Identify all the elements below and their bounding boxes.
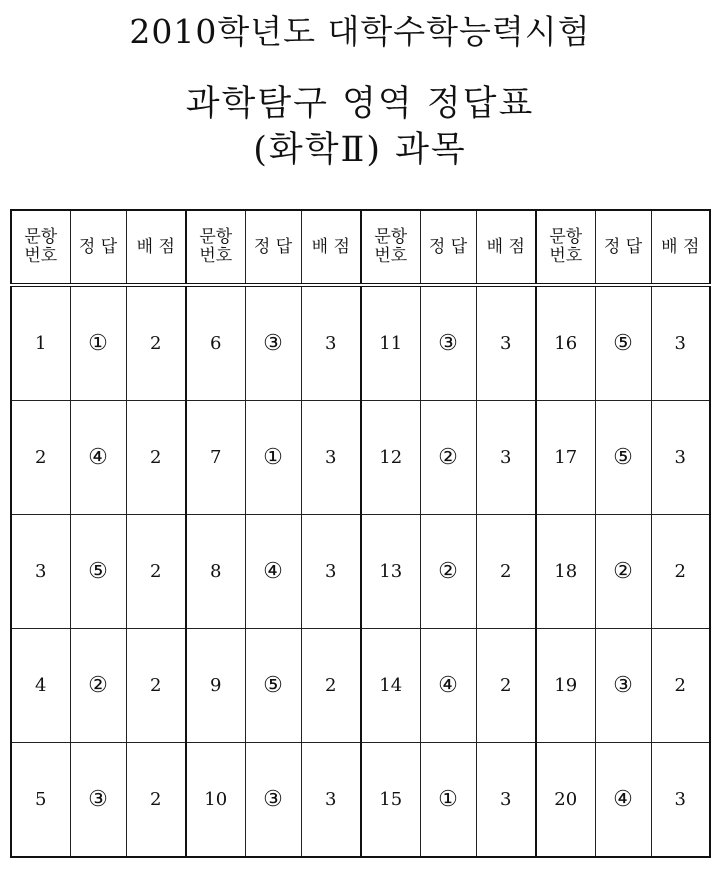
- header-question-number: [361, 210, 420, 285]
- header-question-number-line2: 번호: [549, 246, 583, 266]
- question-number-cell: 17: [536, 401, 595, 515]
- answer-cell: ②: [70, 629, 126, 743]
- answer-cell: ③: [70, 743, 126, 858]
- question-number-cell: 12: [361, 401, 420, 515]
- answer-cell: ①: [245, 401, 301, 515]
- answer-cell: ⑤: [70, 515, 126, 629]
- score-cell: 2: [651, 629, 710, 743]
- answer-cell: ③: [245, 743, 301, 858]
- header-score: 배 점: [651, 210, 710, 285]
- question-number-cell: 1: [11, 285, 70, 401]
- question-number-cell: 8: [186, 515, 245, 629]
- header-question-number-line2: 번호: [374, 246, 408, 266]
- score-cell: 2: [126, 515, 186, 629]
- answer-cell: ⑤: [595, 401, 651, 515]
- score-cell: 2: [126, 629, 186, 743]
- header-question-number-line1: 문항: [374, 227, 408, 247]
- answer-cell: ④: [70, 401, 126, 515]
- header-question-number-line1: 문항: [199, 227, 233, 247]
- question-number-cell: 13: [361, 515, 420, 629]
- header-score: 배 점: [476, 210, 536, 285]
- answer-sheet-title: 과학탐구 영역 정답표: [185, 84, 535, 124]
- header-row: [11, 210, 710, 285]
- answer-cell: ③: [420, 285, 476, 401]
- score-cell: 3: [301, 515, 361, 629]
- score-cell: 3: [476, 285, 536, 401]
- subject-title: (화학Ⅱ) 과목: [253, 130, 467, 170]
- header-question-number-line1: 문항: [24, 227, 58, 247]
- question-number-cell: 4: [11, 629, 70, 743]
- score-cell: 2: [476, 515, 536, 629]
- score-cell: 3: [476, 743, 536, 858]
- header-answer: 정 답: [245, 210, 301, 285]
- table-row: [11, 515, 710, 629]
- header-question-number: [536, 210, 595, 285]
- answer-cell: ③: [595, 629, 651, 743]
- score-cell: 2: [651, 515, 710, 629]
- header-score: 배 점: [301, 210, 361, 285]
- question-number-cell: 14: [361, 629, 420, 743]
- question-number-cell: 10: [186, 743, 245, 858]
- question-number-cell: 19: [536, 629, 595, 743]
- question-number-cell: 3: [11, 515, 70, 629]
- header-answer: 정 답: [70, 210, 126, 285]
- answer-cell: ①: [70, 285, 126, 401]
- question-number-cell: 15: [361, 743, 420, 858]
- answer-cell: ④: [420, 629, 476, 743]
- answer-cell: ②: [595, 515, 651, 629]
- score-cell: 3: [651, 401, 710, 515]
- score-cell: 2: [476, 629, 536, 743]
- question-number-cell: 5: [11, 743, 70, 858]
- header-answer: 정 답: [595, 210, 651, 285]
- answer-cell: ④: [245, 515, 301, 629]
- answer-cell: ②: [420, 401, 476, 515]
- answer-cell: ④: [595, 743, 651, 858]
- score-cell: 3: [476, 401, 536, 515]
- header-question-number-line2: 번호: [199, 246, 233, 266]
- table-row: [11, 285, 710, 401]
- question-number-cell: 11: [361, 285, 420, 401]
- score-cell: 2: [126, 743, 186, 858]
- answer-table-body: [11, 285, 710, 857]
- score-cell: 2: [126, 285, 186, 401]
- score-cell: 3: [651, 743, 710, 858]
- answer-cell: ②: [420, 515, 476, 629]
- question-number-cell: 2: [11, 401, 70, 515]
- question-number-cell: 20: [536, 743, 595, 858]
- header-question-number: [11, 210, 70, 285]
- score-cell: 3: [301, 401, 361, 515]
- header-question-number-line2: 번호: [24, 246, 58, 266]
- exam-title: 2010학년도 대학수학능력시험: [129, 12, 591, 51]
- header-score: 배 점: [126, 210, 186, 285]
- header-answer: 정 답: [420, 210, 476, 285]
- answer-cell: ⑤: [595, 285, 651, 401]
- question-number-cell: 16: [536, 285, 595, 401]
- header-question-number: [186, 210, 245, 285]
- question-number-cell: 18: [536, 515, 595, 629]
- table-row: [11, 401, 710, 515]
- score-cell: 3: [301, 743, 361, 858]
- question-number-cell: 7: [186, 401, 245, 515]
- question-number-cell: 6: [186, 285, 245, 401]
- score-cell: 3: [301, 285, 361, 401]
- answer-cell: ③: [245, 285, 301, 401]
- score-cell: 2: [126, 401, 186, 515]
- score-cell: 3: [651, 285, 710, 401]
- table-row: [11, 743, 710, 858]
- table-row: [11, 629, 710, 743]
- header-question-number-line1: 문항: [549, 227, 583, 247]
- answer-cell: ①: [420, 743, 476, 858]
- answer-table: [10, 209, 711, 858]
- answer-cell: ⑤: [245, 629, 301, 743]
- score-cell: 2: [301, 629, 361, 743]
- question-number-cell: 9: [186, 629, 245, 743]
